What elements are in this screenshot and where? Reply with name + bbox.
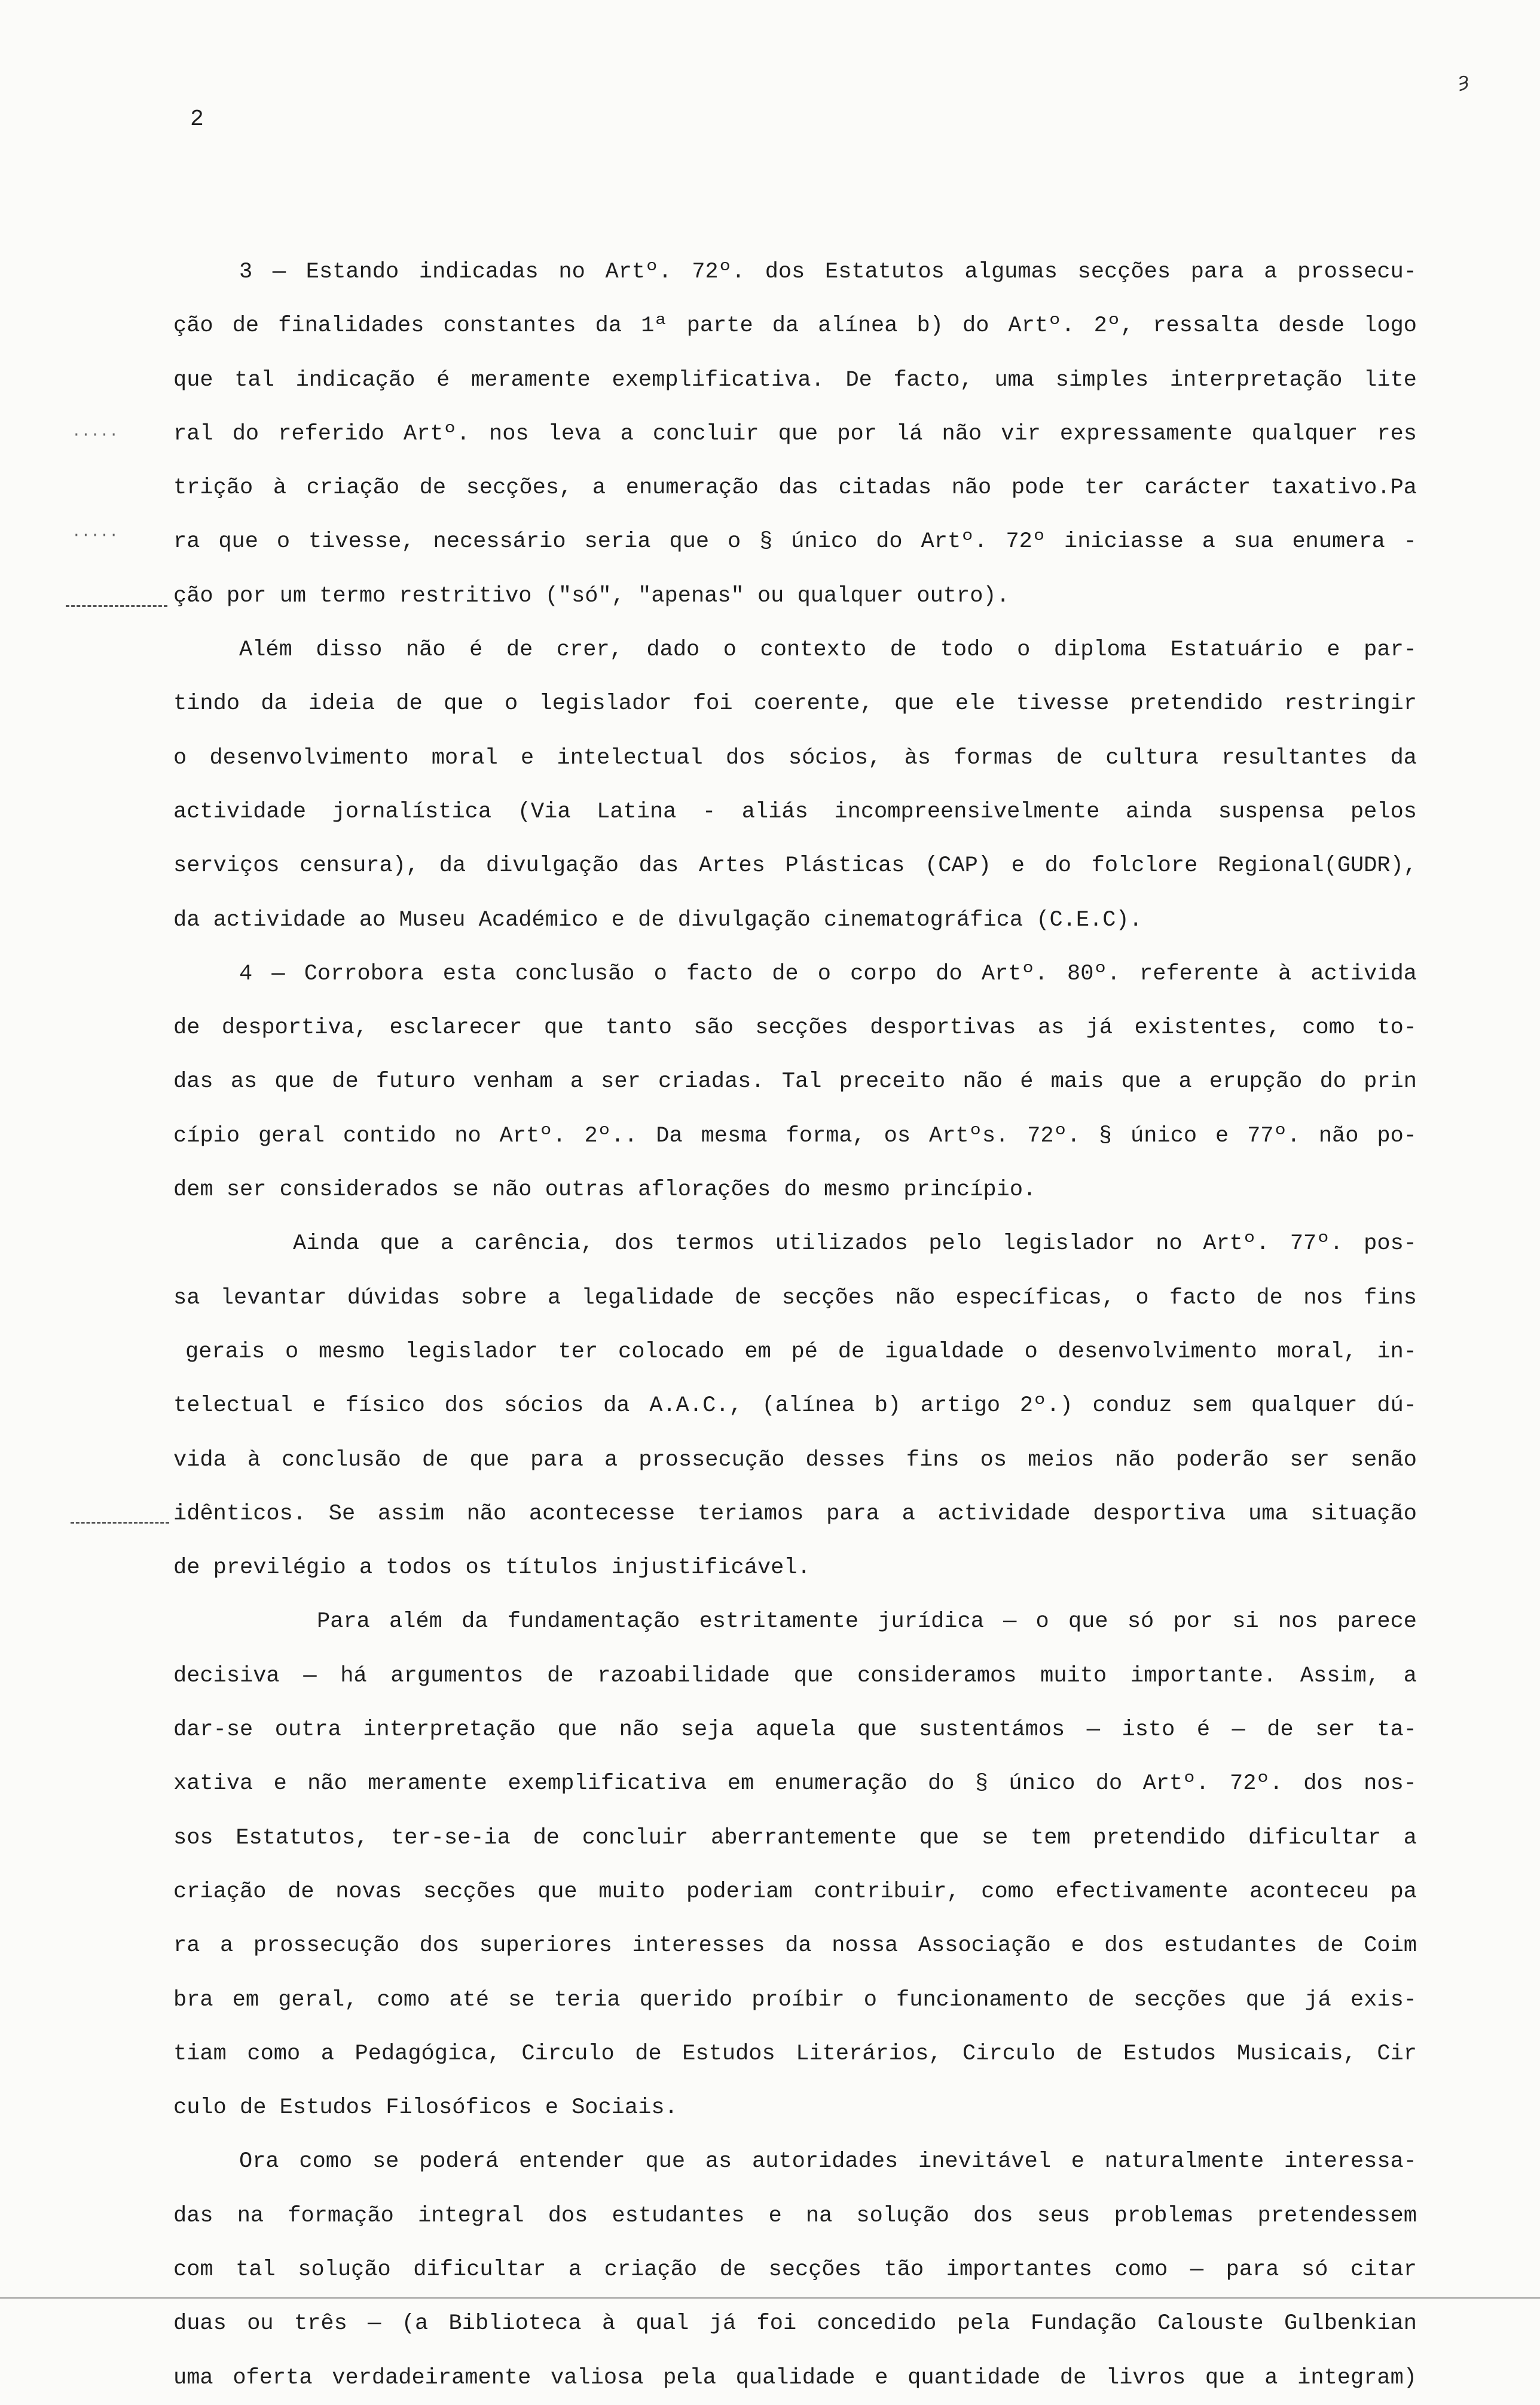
text-line: da actividade ao Museu Académico e de divulgação cinematográfica (C.E.C). — [173, 907, 1142, 933]
text-line: trição à criação de secções, a enumeração das citadas não pode ter carácter taxativo.Pa — [173, 475, 1417, 501]
text-line: 4 — Corrobora esta conclusão o facto de o corpo do Artº. 80º. referente à activida — [239, 961, 1417, 987]
text-line: Além disso não é de crer, dado o contexto de todo o diploma Estatuário e par- — [239, 637, 1417, 663]
margin-mark — [66, 605, 167, 607]
margin-mark — [71, 1522, 169, 1524]
text-line: uma oferta verdadeiramente valiosa pela qualidade e quantidade de livros que a integram) — [173, 2365, 1417, 2391]
text-line: ra que o tivesse, necessário seria que o § único do Artº. 72º iniciasse a sua enumera - — [173, 529, 1417, 555]
text-line: sos Estatutos, ter-se-ia de concluir aberrantemente que se tem pretendido dificultar a — [173, 1825, 1417, 1851]
text-line: que tal indicação é meramente exemplificativa. De facto, uma simples interpretação lite — [173, 367, 1417, 393]
text-line: de desportiva, esclarecer que tanto são secções desportivas as já existentes, como to- — [173, 1015, 1417, 1041]
text-line: ção por um termo restritivo ("só", "apenas" ou qualquer outro). — [173, 583, 1010, 609]
text-line: o desenvolvimento moral e intelectual dos sócios, às formas de cultura resultantes da — [173, 745, 1417, 771]
text-line: xativa e não meramente exemplificativa em enumeração do § único do Artº. 72º. dos nos- — [173, 1771, 1417, 1797]
margin-speck: ····· — [72, 426, 119, 444]
text-line: de previlégio a todos os títulos injustificável. — [173, 1555, 811, 1581]
text-line: tindo da ideia de que o legislador foi coerente, que ele tivesse pretendido restringir — [173, 691, 1417, 717]
text-line: culo de Estudos Filosóficos e Sociais. — [173, 2095, 678, 2121]
text-line: gerais o mesmo legislador ter colocado em pé de igualdade o desenvolvimento moral, in- — [185, 1339, 1417, 1365]
text-line: dem ser considerados se não outras aflorações do mesmo princípio. — [173, 1177, 1037, 1203]
document-body — [173, 245, 1417, 2405]
text-line: vida à conclusão de que para a prossecução desses fins os meios não poderão ser senão — [173, 1447, 1417, 1473]
text-line: 3 — Estando indicadas no Artº. 72º. dos Estatutos algumas secções para a prossecu- — [239, 260, 1417, 285]
text-line: serviços censura), da divulgação das Artes Plásticas (CAP) e do folclore Regional(GUDR), — [173, 853, 1417, 879]
text-line: dar-se outra interpretação que não seja aquela que sustentámos — isto é — de ser ta- — [173, 1717, 1417, 1743]
text-line: das as que de futuro venham a ser criadas. Tal preceito não é mais que a erupção do prin — [173, 1069, 1417, 1095]
margin-speck: ····· — [72, 526, 119, 544]
text-line: ral do referido Artº. nos leva a concluir que por lá não vir expressamente qualquer res — [173, 421, 1417, 447]
text-line: duas ou três — (a Biblioteca à qual já foi concedido pela Fundação Calouste Gulbenkian — [173, 2311, 1417, 2337]
text-line: decisiva — há argumentos de razoabilidade que consideramos muito importante. Assim, a — [173, 1663, 1417, 1689]
text-line: ção de finalidades constantes da 1ª parte da alínea b) do Artº. 2º, ressalta desde logo — [173, 313, 1417, 339]
text-line: telectual e físico dos sócios da A.A.C., (alínea b) artigo 2º.) conduz sem qualquer dú- — [173, 1393, 1417, 1419]
text-line: com tal solução dificultar a criação de secções tão importantes como — para só citar — [173, 2257, 1417, 2282]
text-line: Para além da fundamentação estritamente jurídica — o que só por si nos parece — [317, 1609, 1417, 1635]
text-line: bra em geral, como até se teria querido proíbir o funcionamento de secções que já exis- — [173, 1987, 1417, 2013]
text-line: criação de novas secções que muito poderiam contribuir, como efectivamente aconteceu pa — [173, 1879, 1417, 1905]
corner-mark: ȝ — [1458, 71, 1470, 93]
text-line: sa levantar dúvidas sobre a legalidade de secções não específicas, o facto de nos fins — [173, 1285, 1417, 1311]
text-line: tiam como a Pedagógica, Circulo de Estudos Literários, Circulo de Estudos Musicais, Cir — [173, 2041, 1417, 2067]
page-number: 2 — [190, 106, 204, 132]
text-line: das na formação integral dos estudantes e na solução dos seus problemas pretendessem — [173, 2203, 1417, 2229]
text-line: ra a prossecução dos superiores interesses da nossa Associação e dos estudantes de Coim — [173, 1933, 1417, 1959]
text-line: Ora como se poderá entender que as autoridades inevitável e naturalmente interessa- — [239, 2149, 1417, 2175]
page-bottom-edge — [0, 2297, 1540, 2299]
text-line: idênticos. Se assim não acontecesse teriamos para a actividade desportiva uma situação — [173, 1501, 1417, 1527]
text-line: Ainda que a carência, dos termos utilizados pelo legislador no Artº. 77º. pos- — [293, 1231, 1417, 1257]
text-line: actividade jornalística (Via Latina - aliás incompreensivelmente ainda suspensa pelos — [173, 799, 1417, 825]
text-line: cípio geral contido no Artº. 2º.. Da mesma forma, os Artºs. 72º. § único e 77º. não po- — [173, 1123, 1417, 1149]
